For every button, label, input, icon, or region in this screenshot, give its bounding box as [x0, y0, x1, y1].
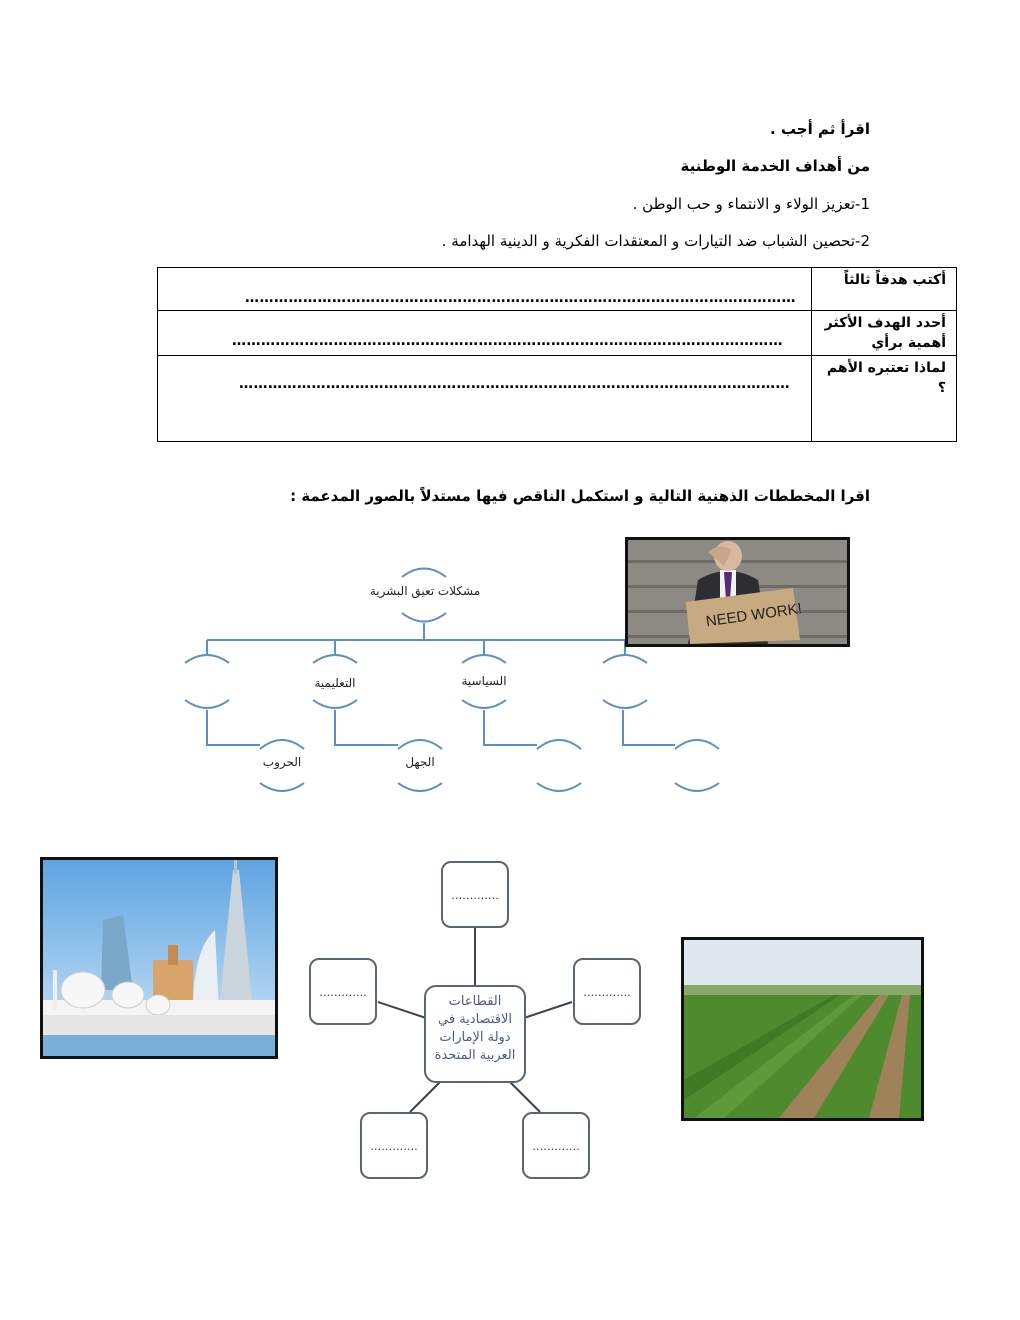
leaf-connector: [484, 710, 537, 745]
answer-dots: ……………………………………………………………………………………………………: [245, 290, 796, 306]
root-arc-bottom: [402, 613, 446, 622]
leaf-connector: [335, 710, 398, 745]
leaf-arc-bottom: [537, 783, 581, 791]
uae-landmarks-illustration: [43, 860, 275, 1056]
sector-box-right[interactable]: ………….: [573, 958, 641, 1025]
sector-box-bottom-left[interactable]: ………….: [360, 1112, 428, 1179]
branch-arc-top: [462, 655, 506, 663]
root-arc-top: [402, 569, 446, 578]
table-row: [158, 268, 957, 311]
branch-arc-top: [185, 655, 229, 663]
sector-box-left[interactable]: ………….: [309, 958, 377, 1025]
branch-arc-bottom: [462, 700, 506, 708]
sector-box-bottom-right[interactable]: ………….: [522, 1112, 590, 1179]
branch-arc-bottom: [185, 700, 229, 708]
leaf-arc-top: [675, 740, 719, 749]
branch-arc-top: [603, 655, 647, 663]
branch-arc-bottom: [313, 700, 357, 708]
connector-bottom-right: [510, 1082, 540, 1112]
question-label: لماذا تعتبره الأهم ؟: [812, 356, 957, 442]
leaf-arc-top: [537, 740, 581, 749]
branch-arc-top: [313, 655, 357, 663]
goal-1-text: 1-تعزيز الولاء و الانتماء و حب الوطن .: [632, 195, 870, 213]
need-work-illustration: [628, 540, 847, 644]
question-label: أكتب هدفاً ثالثاً: [812, 268, 957, 311]
branch-educational-label: التعليمية: [314, 676, 356, 690]
question-table: [157, 267, 957, 442]
leaf-wars-label: الحروب: [262, 755, 302, 769]
farm-photo: [681, 937, 924, 1121]
connector-left: [378, 1002, 426, 1018]
need-work-photo: [625, 537, 850, 647]
farm-illustration: [684, 940, 921, 1118]
answer-dots: ……………………………………………………………………………………………………: [239, 376, 790, 392]
answer-dots: ……………………………………………………………………………………………………: [232, 333, 783, 349]
sector-box-top[interactable]: ………….: [441, 861, 509, 928]
leaf-arc-top: [398, 740, 442, 749]
tree-root-label: مشكلات تعيق البشرية: [369, 584, 481, 598]
spider-center-node: القطاعات الاقتصادية في دولة الإمارات العربية المتحدة: [424, 985, 526, 1083]
leaf-connector: [207, 710, 260, 745]
answer-field[interactable]: [158, 311, 812, 356]
leaf-ignorance-label: الجهل: [405, 755, 435, 769]
answer-field[interactable]: [158, 268, 812, 311]
leaf-arc-bottom: [398, 783, 442, 791]
branch-arc-bottom: [603, 700, 647, 708]
leaf-arc-top: [260, 740, 304, 749]
sign-text: NEED WORK!: [704, 600, 803, 631]
connector-right: [524, 1002, 572, 1018]
answer-field[interactable]: [158, 356, 812, 442]
branch-political-label: السياسية: [461, 674, 507, 688]
question-label: أحدد الهدف الأكثر أهمية برأي: [812, 311, 957, 356]
uae-landmarks-photo: [40, 857, 278, 1059]
leaf-connector: [623, 710, 675, 745]
leaf-arc-bottom: [675, 783, 719, 791]
table-row: [158, 356, 957, 442]
goal-2-text: 2-تحصين الشباب ضد التيارات و المعتقدات الفكرية و الدينية الهدامة .: [441, 232, 870, 250]
mindmaps-instruction: اقرا المخططات الذهنية التالية و استكمل الناقص فيها مستدلاً بالصور المدعمة :: [290, 487, 870, 505]
leaf-arc-bottom: [260, 783, 304, 791]
instruction-text: اقرأ ثم أجب .: [769, 120, 870, 138]
connector-bottom-left: [410, 1082, 440, 1112]
section-heading: من أهداف الخدمة الوطنية: [680, 157, 870, 175]
table-row: [158, 311, 957, 356]
